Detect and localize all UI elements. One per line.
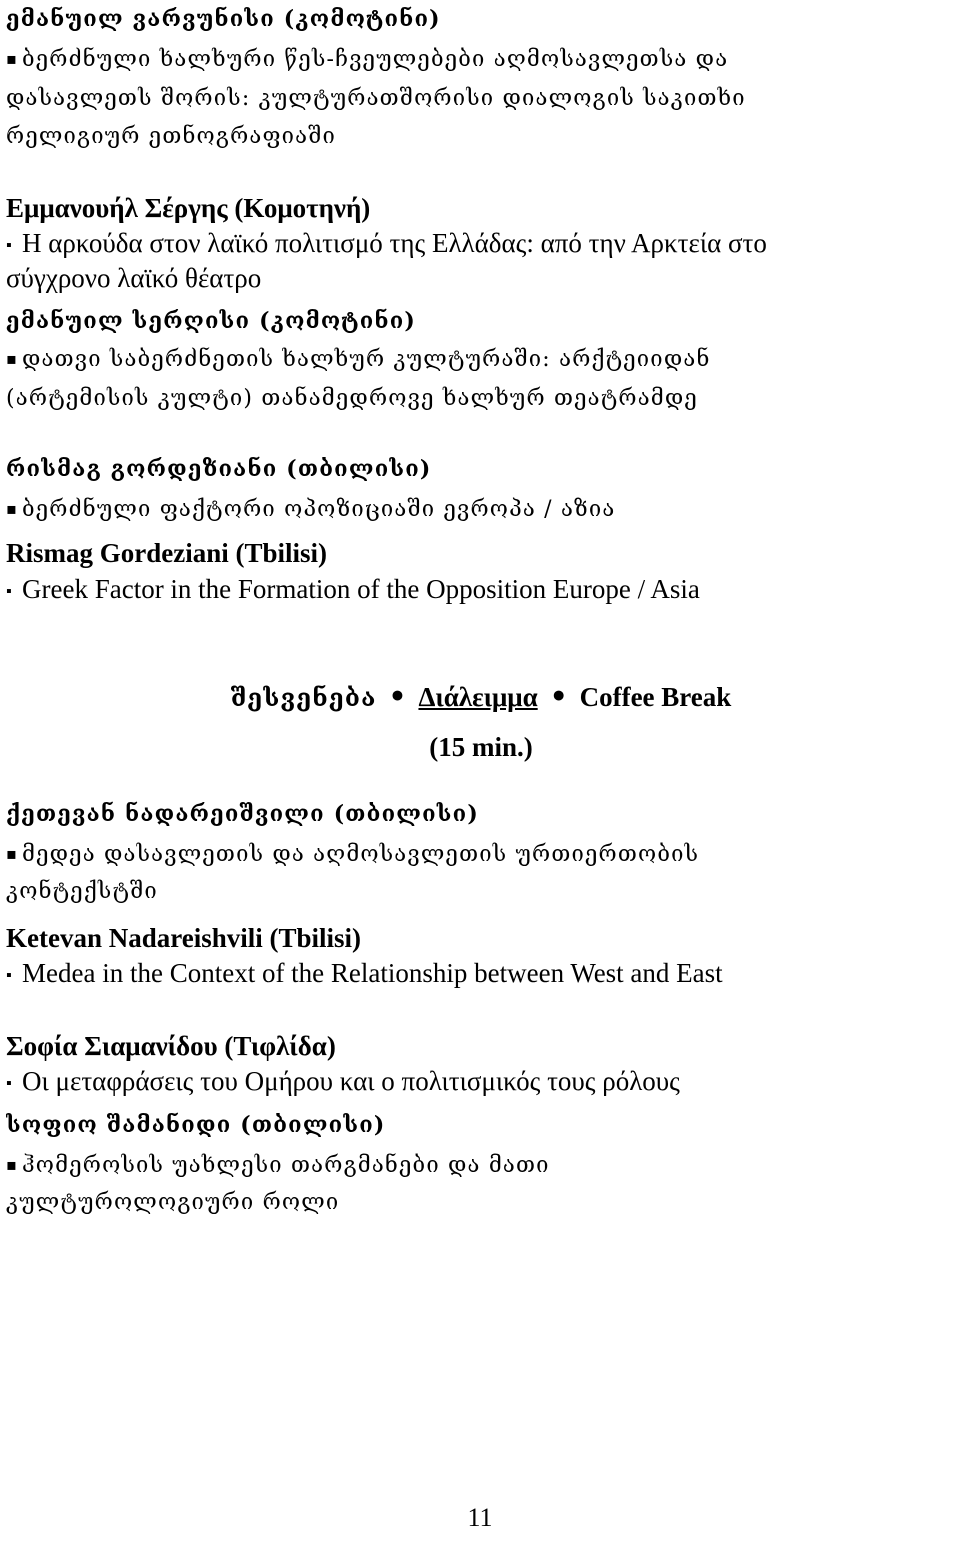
break-duration: (15 min.): [429, 732, 533, 762]
speaker-name: Εμμανουήλ Σέργης (Κομοτηνή): [6, 193, 371, 223]
talk-title: ▪ ბერძნული ფაქტორი ოპოზიციაში ევროპა / აზია: [6, 494, 956, 525]
talk-title: ▪ Οι μεταφράσεις του Ομήρου και ο πολιτισμικός τους ρόλους: [6, 1066, 956, 1099]
speaker-name: რისმაგ გორდეზიანი (თბილისი): [6, 456, 432, 482]
talk-title: ▪ დათვი საბერძნეთის ხალხურ კულტურაში: არქტეიიდან: [6, 344, 956, 375]
talk-title: ▪ Greek Factor in the Formation of the Opposition Europe / Asia: [6, 574, 956, 607]
talk-title-continued: დასავლეთს შორის: კულტურათშორისი დიალოგის საკითხი: [6, 86, 746, 111]
coffee-break: [6, 682, 956, 713]
talk-title-continued: რელიგიურ ეთნოგრაფიაში: [6, 124, 336, 149]
speaker-name: Rismag Gordeziani (Tbilisi): [6, 538, 328, 568]
talk-title: ▪ მედეა დასავლეთის და აღმოსავლეთის ურთიერთობის: [6, 839, 956, 870]
separator-dot: •: [388, 682, 407, 713]
break-label-english: Coffee Break: [579, 682, 732, 712]
speaker-name: Ketevan Nadareishvili (Tbilisi): [6, 923, 362, 953]
separator-dot: •: [549, 682, 568, 713]
talk-title-continued: კულტუროლოგიური როლი: [6, 1190, 340, 1215]
talk-title-continued: σύγχρονο λαϊκό θέατρο: [6, 263, 262, 293]
talk-title: ▪ Η αρκούδα στον λαϊκό πολιτισμό της Ελλάδας: από την Αρκτεία στο: [6, 228, 956, 261]
talk-title: ▪ ბერძნული ხალხური წეს-ჩვეულებები აღმოსავლეთსა და: [6, 44, 956, 75]
speaker-name: Σοφία Σιαμανίδου (Τιφλίδα): [6, 1031, 336, 1061]
break-label-georgian: შესვენება: [230, 683, 377, 712]
page-number: 11: [467, 1503, 493, 1532]
break-label-greek: Διάλειμμα: [418, 682, 538, 712]
talk-title: ▪ ჰომეროსის უახლესი თარგმანები და მათი: [6, 1150, 956, 1181]
talk-title: ▪ Medea in the Context of the Relationship between West and East: [6, 958, 956, 991]
speaker-name: ემანუილ ვარვუნისი (კომოტინი): [6, 6, 441, 32]
speaker-name: სოფიო შამანიდი (თბილისი): [6, 1112, 386, 1138]
speaker-name: ემანუილ სერღისი (კომოტინი): [6, 308, 417, 334]
speaker-name: ქეთევან ნადარეიშვილი (თბილისი): [6, 801, 479, 827]
talk-title-continued: (არტემისის კულტი) თანამედროვე ხალხურ თეატრამდე: [6, 386, 698, 411]
talk-title-continued: კონტექსტში: [6, 879, 158, 904]
